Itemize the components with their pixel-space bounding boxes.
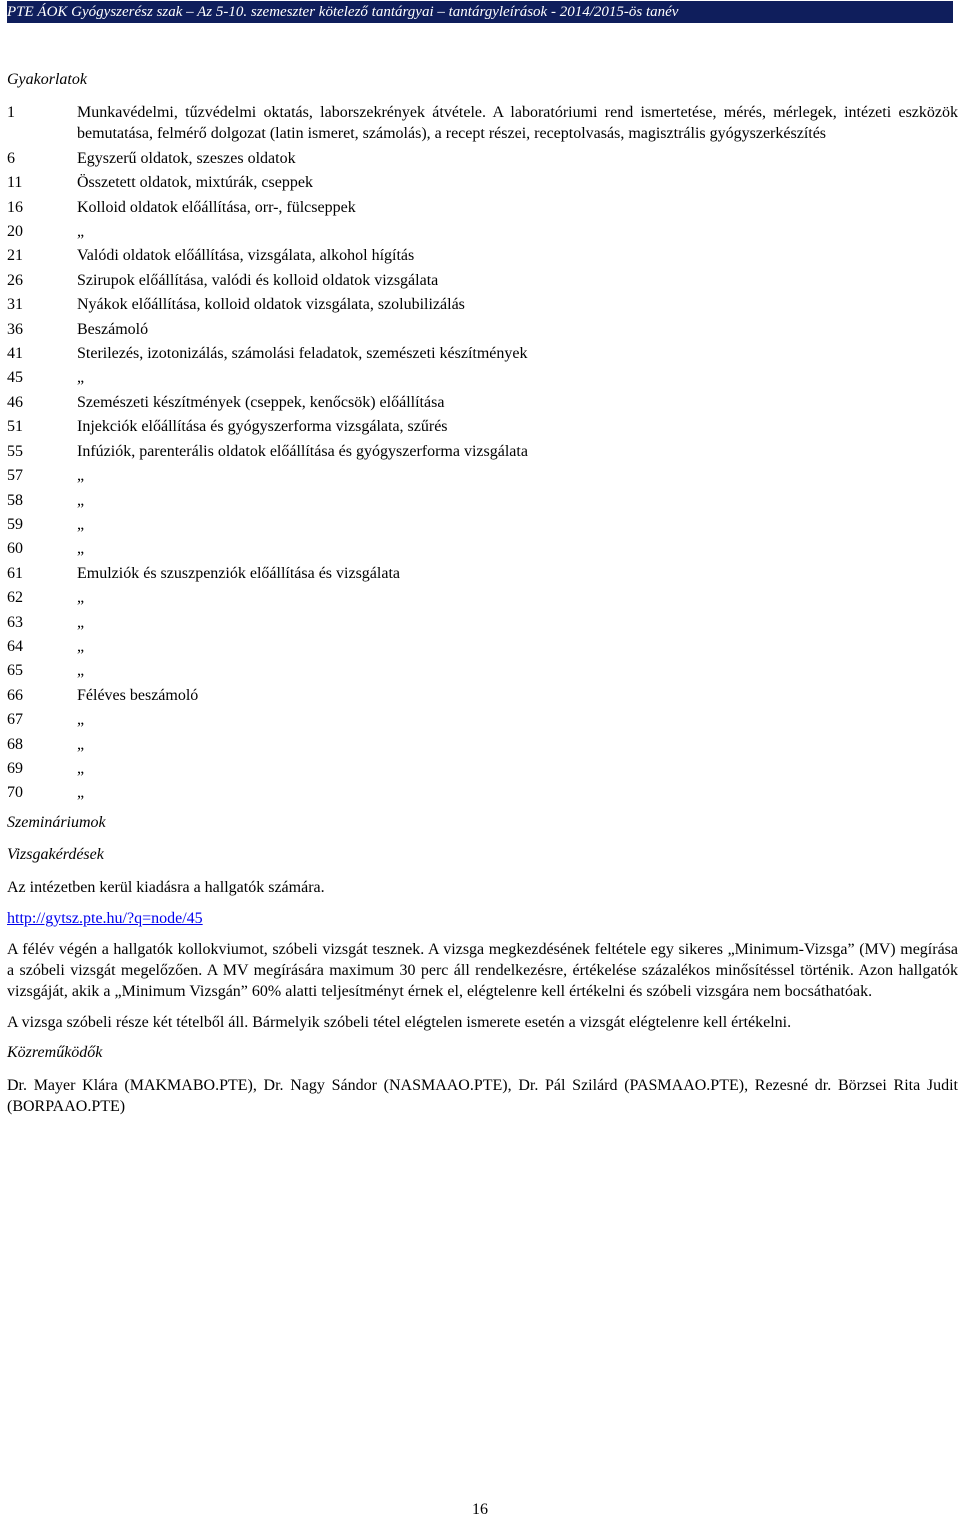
schedule-row-text: Szemészeti készítmények (cseppek, kenőcsök) előállítása: [77, 393, 445, 411]
schedule-row-number: 46: [7, 393, 23, 411]
schedule-row-text: „: [77, 491, 85, 509]
page-number: 16: [472, 1501, 488, 1518]
schedule-row: [7, 441, 958, 462]
schedule-row-number: 21: [7, 247, 23, 265]
schedule-row-number: 55: [7, 442, 23, 460]
schedule-row-text: Nyákok előállítása, kolloid oldatok vizsgálata, szolubilizálás: [77, 296, 465, 314]
schedule-row-text: Munkavédelmi, tűzvédelmi oktatás, laborszekrények átvétele. A laboratóriumi rend ismertetése, mérés, mérlegek, intézeti eszközök bemutatása, felmérő dolgozat (latin ismeret, számolás), a recept részei, receptolvasás, magisztrális gyógyszerkészítés: [77, 104, 958, 143]
schedule-row: [7, 514, 958, 535]
schedule-row-text: Kolloid oldatok előállítása, orr-, fülcseppek: [77, 198, 356, 216]
schedule-row: [7, 636, 958, 657]
schedule-row-text: „: [77, 467, 85, 485]
schedule-row-number: 59: [7, 515, 23, 533]
exam-link-paragraph: [7, 908, 958, 929]
schedule-row: [7, 392, 958, 413]
schedule-row-text: „: [77, 662, 85, 680]
exam-rules-paragraph: A félév végén a hallgatók kollokviumot, szóbeli vizsgát tesznek. A vizsga megkezdésének feltétele egy sikeres „Minimum-Vizsga” (MV) megírása a szóbeli vizsgát megelőzően. A MV megírására maximum 30 perc áll rendelkezésre, értékelése százalékos minősítéssel történik. Azon hallgatók vizsgáját, akik a „Minimum Vizsgán” 60% alatti teljesítményt érnek el, elégtelenre kell értékelni és szóbeli vizsgára nem bocsáthatóak.: [7, 940, 958, 1000]
schedule-row-number: 69: [7, 759, 23, 777]
schedule-row-number: 62: [7, 589, 23, 607]
document-body: [7, 70, 958, 1127]
schedule-row: [7, 343, 958, 364]
schedule-row-number: 51: [7, 418, 23, 436]
schedule-row-number: 57: [7, 467, 23, 485]
section-title-gyakorlatok: Gyakorlatok: [7, 71, 87, 88]
schedule-row-text: „: [77, 735, 85, 753]
schedule-row: [7, 563, 958, 584]
schedule-row: [7, 660, 958, 681]
schedule-row: [7, 172, 958, 193]
schedule-row: [7, 490, 958, 511]
schedule-row-number: 31: [7, 296, 23, 314]
schedule-row-text: Féléves beszámoló: [77, 686, 199, 704]
schedule-row-text: Injekciók előállítása és gyógyszerforma vizsgálata, szűrés: [77, 418, 448, 436]
schedule-row-number: 65: [7, 662, 23, 680]
oral-exam-paragraph: A vizsga szóbeli része két tételből áll. Bármelyik szóbeli tétel elégtelen ismerete esetén a vizsgát elégtelenre kell értékelni.: [7, 1013, 792, 1031]
schedule-row-number: 6: [7, 149, 15, 167]
schedule-row-text: Szirupok előállítása, valódi és kolloid oldatok vizsgálata: [77, 271, 439, 289]
schedule-row: [7, 197, 958, 218]
page-header: [7, 1, 953, 23]
schedule-row-number: 36: [7, 320, 23, 338]
contributors-paragraph: Dr. Mayer Klára (MAKMABO.PTE), Dr. Nagy Sándor (NASMAAO.PTE), Dr. Pál Szilárd (PASMAAO.PTE), Rezesné dr. Börzsei Rita Judit (BORPAAO.PTE): [7, 1076, 958, 1115]
schedule-row-number: 60: [7, 540, 23, 558]
schedule-row-text: „: [77, 637, 85, 655]
schedule-row: [7, 319, 958, 340]
schedule-row-text: Beszámoló: [77, 320, 149, 338]
schedule-row: [7, 221, 958, 242]
schedule-row-text: „: [77, 613, 85, 631]
schedule-row: [7, 782, 958, 803]
schedule-row-text: Sterilezés, izotonizálás, számolási feladatok, szemészeti készítmények: [77, 345, 528, 363]
schedule-row-text: Valódi oldatok előállítása, vizsgálata, alkohol hígítás: [77, 247, 415, 265]
schedule-row-text: „: [77, 369, 85, 387]
schedule-row-text: Összetett oldatok, mixtúrák, cseppek: [77, 174, 313, 192]
schedule-row-number: 61: [7, 564, 23, 582]
schedule-row: [7, 538, 958, 559]
schedule-row: [7, 465, 958, 486]
schedule-row-number: 66: [7, 686, 23, 704]
schedule-row-text: „: [77, 589, 85, 607]
schedule-row-number: 20: [7, 223, 23, 241]
section-title-vizsgakerdesek: Vizsgakérdések: [7, 845, 104, 863]
schedule-row-number: 11: [7, 174, 23, 192]
schedule-row: [7, 416, 958, 437]
section-title-szeminariumok: Szemináriumok: [7, 813, 106, 831]
schedule-row: [7, 294, 958, 315]
schedule-row: [7, 685, 958, 706]
schedule-row: [7, 734, 958, 755]
schedule-row-number: 67: [7, 711, 23, 729]
schedule-row: [7, 758, 958, 779]
schedule-row-number: 64: [7, 637, 23, 655]
schedule-row-text: „: [77, 784, 85, 802]
schedule-row: [7, 612, 958, 633]
schedule-row-number: 26: [7, 271, 23, 289]
schedule-row: [7, 587, 958, 608]
schedule-row-text: „: [77, 759, 85, 777]
schedule-row-text: Egyszerű oldatok, szeszes oldatok: [77, 149, 296, 167]
schedule-row: [7, 367, 958, 388]
schedule-row-number: 1: [7, 104, 15, 121]
exam-questions-link[interactable]: http://gytsz.pte.hu/?q=node/45: [7, 909, 203, 927]
schedule-row: [7, 148, 958, 169]
schedule-row-number: 16: [7, 198, 23, 216]
schedule-row: [7, 270, 958, 291]
schedule-row-number: 41: [7, 345, 23, 363]
schedule-row-number: 68: [7, 735, 23, 753]
schedule-row: [7, 245, 958, 266]
exam-info-paragraph: Az intézetben kerül kiadásra a hallgatók számára.: [7, 878, 325, 896]
schedule-row-number: 45: [7, 369, 23, 387]
schedule-row-text: „: [77, 711, 85, 729]
schedule-row: [7, 102, 958, 145]
header-title: PTE ÁOK Gyógyszerész szak – Az 5-10. szemeszter kötelező tantárgyai – tantárgyleírások - 2014/2015-ös tanév: [7, 4, 679, 20]
schedule-list: [7, 102, 958, 804]
schedule-row-number: 58: [7, 491, 23, 509]
schedule-row-text: Infúziók, parenterális oldatok előállítása és gyógyszerforma vizsgálata: [77, 442, 528, 460]
schedule-row-number: 70: [7, 784, 23, 802]
schedule-row-text: „: [77, 515, 85, 533]
section-title-kozremukodok: Közreműködők: [7, 1043, 103, 1061]
schedule-row-text: Emulziók és szuszpenziók előállítása és vizsgálata: [77, 564, 400, 582]
schedule-row-text: „: [77, 540, 85, 558]
schedule-row: [7, 709, 958, 730]
schedule-row-text: „: [77, 223, 85, 241]
schedule-row-number: 63: [7, 613, 23, 631]
